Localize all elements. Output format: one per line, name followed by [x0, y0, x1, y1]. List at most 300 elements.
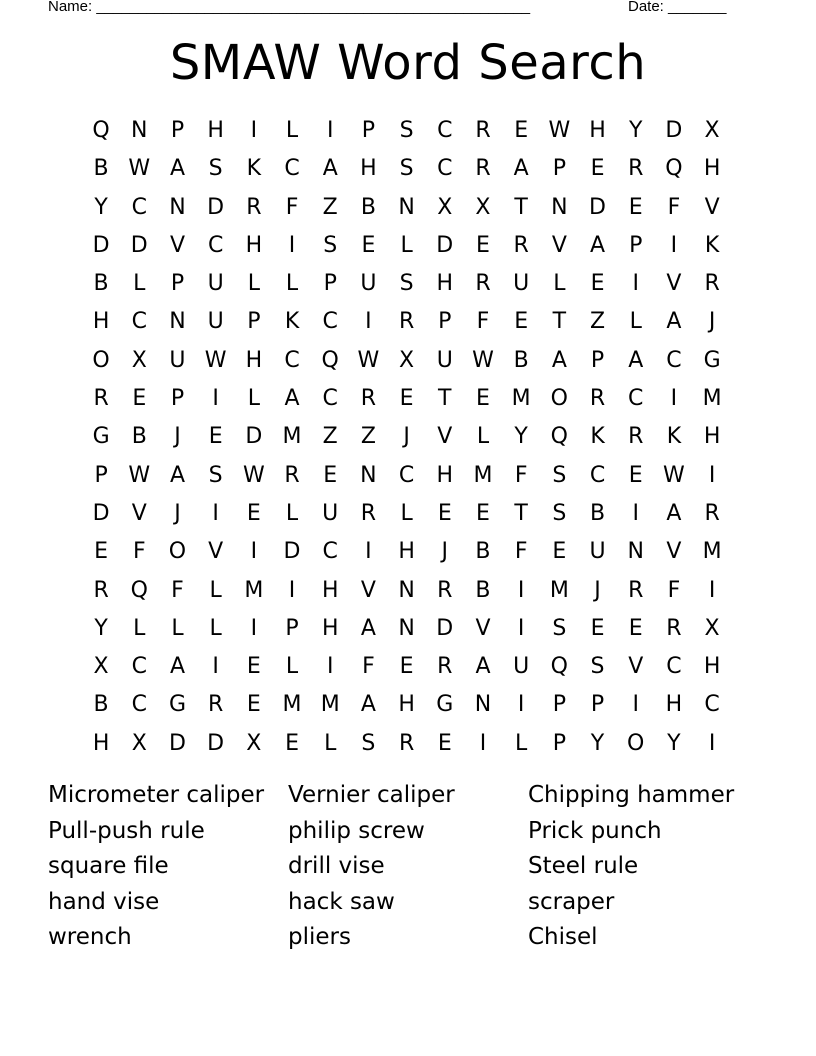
name-field-label[interactable]: Name: ____________________________________________________ [48, 0, 531, 15]
grid-letter[interactable]: U [360, 271, 377, 297]
grid-letter[interactable]: C [437, 156, 453, 182]
grid-letter[interactable]: I [632, 692, 639, 718]
grid-letter[interactable]: O [168, 539, 187, 565]
grid-letter[interactable]: I [365, 309, 372, 335]
grid-letter[interactable]: G [703, 347, 721, 373]
grid-letter[interactable]: Q [321, 347, 339, 373]
grid-letter[interactable]: W [128, 156, 151, 182]
word-list-item: Vernier caliper [288, 782, 455, 808]
grid-letter[interactable]: F [285, 194, 299, 220]
grid-letter[interactable]: R [513, 232, 529, 258]
grid-letter[interactable]: I [517, 615, 525, 641]
grid-letter[interactable]: L [285, 654, 299, 680]
grid-letter[interactable]: S [399, 271, 414, 297]
grid-letter[interactable]: X [399, 347, 415, 373]
grid-letter[interactable]: I [212, 386, 219, 412]
word-list-item: hand vise [48, 888, 160, 915]
grid-letter[interactable]: B [475, 577, 491, 603]
grid-letter[interactable]: A [551, 347, 567, 373]
grid-letter[interactable]: W [128, 462, 151, 488]
grid-letter[interactable]: C [398, 462, 415, 488]
grid-letter[interactable]: D [92, 500, 110, 526]
grid-letter[interactable]: I [670, 232, 678, 258]
grid-letter[interactable]: X [131, 730, 147, 756]
grid-letter[interactable]: X [93, 654, 109, 680]
grid-letter[interactable]: E [285, 730, 299, 756]
date-field-label[interactable]: Date: _______ [628, 0, 727, 15]
grid-letter[interactable]: D [589, 194, 606, 220]
grid-letter[interactable]: C [131, 654, 147, 680]
grid-letter[interactable]: O [92, 347, 110, 373]
grid-letter[interactable]: B [475, 539, 491, 565]
grid-letter[interactable]: R [437, 577, 453, 603]
grid-letter[interactable]: W [204, 347, 227, 373]
grid-letter[interactable]: P [590, 347, 605, 373]
grid-letter[interactable]: D [207, 730, 225, 756]
grid-letter[interactable]: M [473, 462, 493, 488]
grid-letter[interactable]: W [663, 462, 685, 488]
grid-letter[interactable]: R [246, 194, 262, 220]
grid-letter[interactable]: I [212, 654, 219, 680]
grid-letter[interactable]: E [628, 462, 643, 488]
grid-letter[interactable]: A [628, 347, 644, 373]
grid-letter[interactable]: R [628, 424, 644, 450]
grid-letter[interactable]: L [400, 500, 413, 526]
grid-letter[interactable]: S [399, 156, 414, 182]
grid-letter[interactable]: R [398, 309, 415, 335]
grid-letter[interactable]: I [288, 232, 296, 258]
grid-letter[interactable]: C [437, 118, 453, 143]
grid-letter[interactable]: H [665, 692, 683, 718]
word-list-item: pliers [288, 924, 351, 951]
grid-letter[interactable]: I [632, 271, 639, 297]
grid-letter[interactable]: J [403, 424, 410, 450]
grid-letter[interactable]: O [627, 730, 645, 756]
grid-letter[interactable]: C [666, 654, 682, 680]
grid-letter[interactable]: L [324, 730, 337, 756]
grid-letter[interactable]: E [437, 500, 452, 526]
grid-letter[interactable]: F [362, 654, 375, 680]
grid-letter[interactable]: C [131, 309, 147, 335]
grid-letter[interactable]: S [399, 118, 414, 143]
grid-letter[interactable]: E [628, 615, 643, 641]
grid-letter[interactable]: C [666, 347, 682, 373]
grid-letter[interactable]: V [208, 539, 224, 565]
grid-letter[interactable]: B [93, 156, 109, 182]
grid-letter[interactable]: Y [514, 424, 528, 450]
grid-letter[interactable]: X [437, 194, 453, 220]
grid-letter[interactable]: E [437, 730, 452, 756]
grid-letter[interactable]: I [708, 577, 716, 603]
grid-letter[interactable]: F [476, 309, 490, 335]
grid-letter[interactable]: A [666, 500, 682, 526]
grid-letter[interactable]: V [551, 232, 567, 258]
grid-letter[interactable]: U [436, 347, 453, 373]
grid-letter[interactable]: R [360, 500, 377, 526]
grid-letter[interactable]: B [93, 271, 109, 297]
grid-letter[interactable]: A [360, 692, 376, 718]
grid-letter[interactable]: E [514, 118, 529, 143]
grid-letter[interactable]: S [208, 462, 223, 488]
word-list-item: drill vise [288, 853, 385, 880]
grid-letter[interactable]: H [703, 424, 721, 450]
grid-letter[interactable]: M [244, 577, 264, 603]
grid-letter[interactable]: Y [667, 730, 681, 756]
grid-letter[interactable]: M [282, 424, 302, 450]
grid-letter[interactable]: V [704, 194, 720, 220]
grid-letter[interactable]: L [247, 271, 260, 297]
grid-letter[interactable]: H [703, 156, 721, 182]
grid-letter[interactable]: D [92, 232, 110, 258]
grid-letter[interactable]: M [549, 577, 569, 603]
grid-letter[interactable]: M [320, 692, 340, 718]
grid-letter[interactable]: X [704, 615, 720, 641]
grid-letter[interactable]: E [476, 232, 490, 258]
grid-letter[interactable]: R [475, 271, 491, 297]
grid-letter[interactable]: X [246, 730, 262, 756]
grid-letter[interactable]: E [590, 156, 605, 182]
grid-letter[interactable]: P [323, 271, 337, 297]
grid-letter[interactable]: V [666, 539, 682, 565]
grid-letter[interactable]: U [207, 309, 224, 335]
grid-letter[interactable]: J [441, 539, 449, 565]
grid-letter[interactable]: P [552, 156, 566, 182]
grid-letter[interactable]: G [92, 424, 110, 450]
grid-letter[interactable]: N [398, 577, 415, 603]
grid-letter[interactable]: F [514, 539, 528, 565]
grid-letter[interactable]: H [436, 462, 454, 488]
grid-letter[interactable]: I [708, 730, 716, 756]
grid-letter[interactable]: R [360, 386, 377, 412]
grid-letter[interactable]: A [475, 654, 491, 680]
grid-letter[interactable]: K [704, 232, 720, 258]
grid-letter[interactable]: I [708, 462, 716, 488]
grid-letter[interactable]: L [133, 271, 146, 297]
grid-letter[interactable]: G [168, 692, 186, 718]
grid-letter[interactable]: H [207, 118, 224, 143]
grid-letter[interactable]: E [552, 539, 567, 565]
grid-letter[interactable]: W [242, 462, 265, 488]
grid-letter[interactable]: H [360, 156, 377, 182]
grid-letter[interactable]: V [628, 654, 644, 680]
grid-letter[interactable]: L [133, 615, 146, 641]
grid-letter[interactable]: L [476, 424, 490, 450]
grid-letter[interactable]: H [398, 692, 415, 718]
grid-letter[interactable]: W [357, 347, 380, 373]
grid-letter[interactable]: P [94, 462, 108, 488]
word-list [48, 778, 788, 956]
grid-letter[interactable]: V [360, 577, 376, 603]
grid-letter[interactable]: M [282, 692, 302, 718]
grid-letter[interactable]: X [131, 347, 147, 373]
grid-letter[interactable]: T [514, 194, 528, 220]
grid-letter[interactable]: K [246, 156, 262, 182]
grid-letter[interactable]: M [702, 386, 722, 412]
grid-letter[interactable]: X [475, 194, 491, 220]
grid-letter[interactable]: E [94, 539, 109, 565]
grid-letter[interactable]: S [552, 462, 567, 488]
grid-letter[interactable]: E [132, 386, 147, 412]
grid-letter[interactable]: B [93, 692, 109, 718]
grid-letter[interactable]: P [590, 692, 605, 718]
grid-letter[interactable]: C [704, 692, 720, 718]
grid-letter[interactable]: D [436, 615, 454, 641]
grid-letter[interactable]: O [550, 386, 568, 412]
grid-letter[interactable]: M [511, 386, 531, 412]
grid-letter[interactable]: F [667, 194, 681, 220]
grid-letter[interactable]: R [704, 271, 720, 297]
grid-letter[interactable]: S [552, 500, 567, 526]
grid-letter[interactable]: Q [550, 424, 568, 450]
grid-letter[interactable]: Q [130, 577, 148, 603]
grid-letter[interactable]: P [361, 118, 376, 143]
grid-letter[interactable]: L [553, 271, 566, 297]
grid-letter[interactable]: P [438, 309, 452, 335]
grid-letter[interactable]: I [326, 654, 334, 680]
grid-letter[interactable]: L [209, 577, 222, 603]
grid-letter[interactable]: N [398, 615, 415, 641]
grid-letter[interactable]: E [323, 462, 338, 488]
grid-letter[interactable]: S [208, 156, 223, 182]
grid-letter[interactable]: P [552, 730, 566, 756]
grid-letter[interactable]: Z [322, 424, 338, 450]
grid-letter[interactable]: U [513, 654, 530, 680]
grid-letter[interactable]: I [517, 577, 525, 603]
grid-letter[interactable]: J [174, 500, 181, 526]
grid-letter[interactable]: Z [589, 309, 606, 335]
grid-letter[interactable]: P [170, 118, 185, 143]
grid-letter[interactable]: U [322, 500, 339, 526]
grid-letter[interactable]: E [246, 654, 261, 680]
grid-letter[interactable]: A [513, 156, 529, 182]
grid-letter[interactable]: V [131, 500, 147, 526]
grid-letter[interactable]: I [326, 118, 334, 143]
grid-letter[interactable]: Q [665, 156, 683, 182]
grid-letter[interactable]: S [361, 730, 376, 756]
grid-letter[interactable]: E [399, 654, 414, 680]
word-list-item: Micrometer caliper [48, 782, 265, 808]
grid-letter[interactable]: Y [590, 730, 605, 756]
grid-letter[interactable]: P [629, 232, 643, 258]
grid-letter[interactable]: C [284, 347, 300, 373]
grid-letter[interactable]: R [704, 500, 720, 526]
grid-letter[interactable]: H [436, 271, 454, 297]
grid-letter[interactable]: C [589, 462, 606, 488]
grid-letter[interactable]: I [479, 730, 487, 756]
grid-letter[interactable]: J [174, 424, 181, 450]
grid-letter[interactable]: K [284, 309, 300, 335]
grid-letter[interactable]: I [250, 118, 258, 143]
grid-letter[interactable]: A [666, 309, 682, 335]
grid-letter[interactable]: Q [92, 118, 110, 143]
grid-letter[interactable]: A [590, 232, 606, 258]
grid-letter[interactable]: R [284, 462, 300, 488]
grid-letter[interactable]: C [284, 156, 300, 182]
grid-letter[interactable]: A [169, 156, 185, 182]
grid-letter[interactable]: S [552, 615, 567, 641]
grid-letter[interactable]: V [437, 424, 453, 450]
grid-letter[interactable]: H [321, 577, 339, 603]
grid-letter[interactable]: Y [94, 615, 108, 641]
grid-letter[interactable]: L [515, 730, 528, 756]
grid-letter[interactable]: U [169, 347, 186, 373]
grid-letter[interactable]: P [170, 386, 185, 412]
word-list-item: Pull-push rule [48, 817, 205, 844]
grid-letter[interactable]: N [131, 118, 148, 143]
grid-letter[interactable]: Q [550, 654, 568, 680]
grid-letter[interactable]: P [170, 271, 185, 297]
grid-letter[interactable]: H [245, 232, 263, 258]
grid-letter[interactable]: Y [94, 194, 108, 220]
grid-letter[interactable]: H [321, 615, 339, 641]
grid-letter[interactable]: L [209, 615, 222, 641]
grid-letter[interactable]: R [628, 156, 644, 182]
grid-letter[interactable]: B [513, 347, 529, 373]
grid-letter[interactable]: P [552, 692, 566, 718]
grid-letter[interactable]: A [169, 462, 185, 488]
grid-letter[interactable]: D [283, 539, 301, 565]
grid-letter[interactable]: L [285, 500, 299, 526]
grid-letter[interactable]: F [667, 577, 681, 603]
grid-letter[interactable]: D [665, 118, 683, 143]
grid-letter[interactable]: I [250, 539, 258, 565]
grid-letter[interactable]: K [590, 424, 605, 450]
grid-letter[interactable]: L [247, 386, 260, 412]
grid-letter[interactable]: U [513, 271, 530, 297]
grid-letter[interactable]: E [476, 500, 490, 526]
grid-letter[interactable]: R [208, 692, 224, 718]
grid-letter[interactable]: I [250, 615, 258, 641]
grid-letter[interactable]: R [475, 118, 491, 143]
grid-letter[interactable]: F [132, 539, 146, 565]
grid-letter[interactable]: C [628, 386, 644, 412]
grid-letter[interactable]: L [285, 271, 299, 297]
grid-letter[interactable]: F [171, 577, 184, 603]
grid-letter[interactable]: J [594, 577, 601, 603]
grid-letter[interactable]: B [360, 194, 376, 220]
grid-letter[interactable]: E [246, 500, 261, 526]
grid-letter[interactable]: C [322, 539, 338, 565]
grid-letter[interactable]: R [398, 730, 415, 756]
grid-letter[interactable]: R [437, 654, 453, 680]
grid-letter[interactable]: L [629, 309, 642, 335]
grid-letter[interactable]: W [548, 118, 571, 143]
grid-letter[interactable]: R [93, 577, 109, 603]
letter-grid [82, 112, 731, 763]
grid-letter[interactable]: I [517, 692, 525, 718]
grid-letter[interactable]: X [704, 118, 720, 143]
grid-letter[interactable]: N [398, 194, 415, 220]
grid-letter[interactable]: T [514, 500, 528, 526]
grid-letter[interactable]: E [246, 692, 261, 718]
grid-letter[interactable]: N [627, 539, 644, 565]
grid-letter[interactable]: R [628, 577, 644, 603]
grid-letter[interactable]: E [399, 386, 414, 412]
grid-letter[interactable]: P [247, 309, 261, 335]
grid-letter[interactable]: E [590, 615, 605, 641]
grid-letter[interactable]: J [708, 309, 716, 335]
grid-letter[interactable]: E [590, 271, 605, 297]
grid-letter[interactable]: D [130, 232, 148, 258]
grid-letter[interactable]: I [670, 386, 678, 412]
grid-letter[interactable]: A [169, 654, 185, 680]
grid-letter[interactable]: N [169, 194, 186, 220]
grid-letter[interactable]: A [284, 386, 300, 412]
grid-letter[interactable]: K [666, 424, 682, 450]
grid-letter[interactable]: S [590, 654, 605, 680]
grid-letter[interactable]: R [475, 156, 491, 182]
grid-letter[interactable]: C [131, 194, 147, 220]
grid-letter[interactable]: H [703, 654, 721, 680]
word-list-item: hack saw [288, 888, 395, 915]
grid-letter[interactable]: I [632, 500, 639, 526]
grid-letter[interactable]: U [207, 271, 224, 297]
grid-letter[interactable]: I [365, 539, 372, 565]
grid-letter[interactable]: L [285, 118, 299, 143]
grid-letter[interactable]: T [552, 309, 567, 335]
grid-letter[interactable]: E [628, 194, 643, 220]
grid-letter[interactable]: P [285, 615, 299, 641]
grid-letter[interactable]: V [475, 615, 491, 641]
grid-letter[interactable]: G [436, 692, 454, 718]
grid-letter[interactable]: Z [360, 424, 376, 450]
grid-letter[interactable]: C [322, 309, 338, 335]
grid-letter[interactable]: H [589, 118, 606, 143]
grid-letter[interactable]: E [208, 424, 223, 450]
grid-letter[interactable]: R [589, 386, 606, 412]
grid-letter[interactable]: N [169, 309, 186, 335]
grid-letter[interactable]: R [666, 615, 682, 641]
grid-letter[interactable]: V [666, 271, 682, 297]
grid-letter[interactable]: T [438, 386, 452, 412]
grid-letter[interactable]: E [476, 386, 490, 412]
grid-letter[interactable]: Z [322, 194, 338, 220]
grid-letter[interactable]: C [131, 692, 147, 718]
grid-letter[interactable]: C [322, 386, 338, 412]
grid-letter[interactable]: E [514, 309, 529, 335]
grid-letter[interactable]: H [245, 347, 263, 373]
grid-letter[interactable]: D [168, 730, 186, 756]
grid-letter[interactable]: I [288, 577, 296, 603]
grid-letter[interactable]: D [245, 424, 263, 450]
grid-letter[interactable]: N [474, 692, 492, 718]
grid-letter[interactable]: F [514, 462, 528, 488]
grid-letter[interactable]: N [360, 462, 377, 488]
grid-letter[interactable]: M [702, 539, 722, 565]
grid-letter[interactable]: E [361, 232, 376, 258]
grid-letter[interactable]: B [589, 500, 606, 526]
grid-letter[interactable]: H [92, 309, 110, 335]
grid-letter[interactable]: A [360, 615, 376, 641]
grid-letter[interactable]: A [322, 156, 338, 182]
grid-letter[interactable]: D [207, 194, 225, 220]
grid-letter[interactable]: R [93, 386, 109, 412]
grid-letter[interactable]: Y [628, 118, 643, 143]
grid-letter[interactable]: L [400, 232, 413, 258]
grid-letter[interactable]: B [131, 424, 147, 450]
grid-letter[interactable]: L [171, 615, 184, 641]
grid-letter[interactable]: H [398, 539, 415, 565]
grid-letter[interactable]: W [472, 347, 494, 373]
grid-letter[interactable]: N [551, 194, 568, 220]
grid-letter[interactable]: C [207, 232, 224, 258]
grid-letter[interactable]: S [323, 232, 338, 258]
grid-letter[interactable]: D [436, 232, 454, 258]
grid-letter[interactable]: V [169, 232, 185, 258]
grid-letter[interactable]: U [589, 539, 606, 565]
grid-letter[interactable]: H [92, 730, 110, 756]
grid-letter[interactable]: I [212, 500, 219, 526]
